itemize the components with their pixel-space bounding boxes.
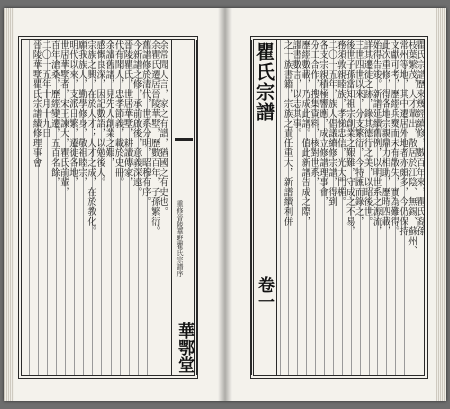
text-column: 感慨良深，因記數語，以勉後人。 [92,40,105,375]
spine-title [252,42,276,122]
text-column: 余常聞人言，家之有譜，猶國之有史也。 [157,40,168,217]
volume-label: 卷一 [254,276,274,310]
right-page [228,8,436,401]
text-column: 二〇一五年，族人倡議續修宗譜，得到 [324,40,337,375]
text-column: 二〇一五年十月十九日 [38,40,51,375]
text-column: 百年滄桑，歷經變遷，五百名餘， [47,40,60,375]
spine-hall-name: 華鄂堂 [174,322,194,373]
text-column: 文獻可考，歷經兵燹而未有散失，實為難得。 [386,40,399,375]
text-column: 余讀舊譜，見先人創業之艱， [101,40,114,375]
text-column: 晉陵華墅瞿氏宗譜續修理事會 [29,40,42,375]
fishtail-mark [175,138,193,141]
text-column: 之一族書籍，宗族之責任重大，新譜續利併 [280,40,293,375]
text-column: 余瞿氏遷居晉陵華墅，歷數百年，子孫繁衍。 [147,40,160,375]
right-page-frame [250,36,428,379]
spine-column-right [251,40,277,375]
spine-column [171,40,197,375]
text-column: 三世四世以來，分支繁衍，今特匯而錄之， [351,40,364,375]
text-column: 今新譜之修，承前啟後，意義深遠。 [129,40,142,375]
open-book [4,8,446,401]
text-column: 各支宗親積極響應，成立修譜理事會， [315,40,328,375]
text-column: 代有聞人，忠孝節義，載於史冊。 [111,40,124,375]
left-page-frame [18,36,198,379]
text-column: 此次重修，得各地宗親鼎力相助，歷時四載， [377,40,390,375]
spine-subtitle: 重修晉陵華墅瞿氏宗譜序 [176,200,184,277]
text-column: 後世子孫當知祖宗創業之艱難，守成之不易， [342,40,355,375]
text-column: 詳其遷徙之跡，錄其德行之美，以昭後世。 [360,40,373,375]
text-column: 謹書數言，以志其事。 [288,40,301,375]
text-column: 願我族人，勤學修身，敬祖睦宗， [74,40,87,375]
text-column: 始得告竣。新譜延續舊例，以明世系之源流， [369,40,382,375]
text-column: 分工合作，搜集資料，核對世系， [306,40,319,375]
text-column: 宗族之興，在於人才；人才之成，在於教化。 [83,40,96,375]
left-page [14,8,222,401]
text-column: 世居華墅者，宋王諫大，瞿氏前輩， [56,40,69,375]
text-column: 晉陵瞿氏，世居華墅，耕讀傳家， [120,40,133,375]
text-column: 常州等地，其中遷居外地者亦頗多，今仍保持 [395,40,408,375]
text-column: 瞿氏宗譜歷來幾經續修，數百年來，瞿氏裔孫 [414,40,425,236]
text-column: 明代以來，支派日繁，遷徙各地， [65,40,78,375]
text-column: 舊譜修於清代，世系分明，昭穆有序。 [138,40,151,375]
genealogy-title: 瞿氏宗譜 [253,42,275,122]
text-column: 務須敦親睦族，孝悌忠信，光大門楣。 [333,40,346,375]
text-column: 枝葉繁茂，人才輩出，散居於江陰、無錫、蘇州、 [404,40,417,375]
text-column: 歷經數載，乃成此譜。值此新譜告成之際， [297,40,310,375]
